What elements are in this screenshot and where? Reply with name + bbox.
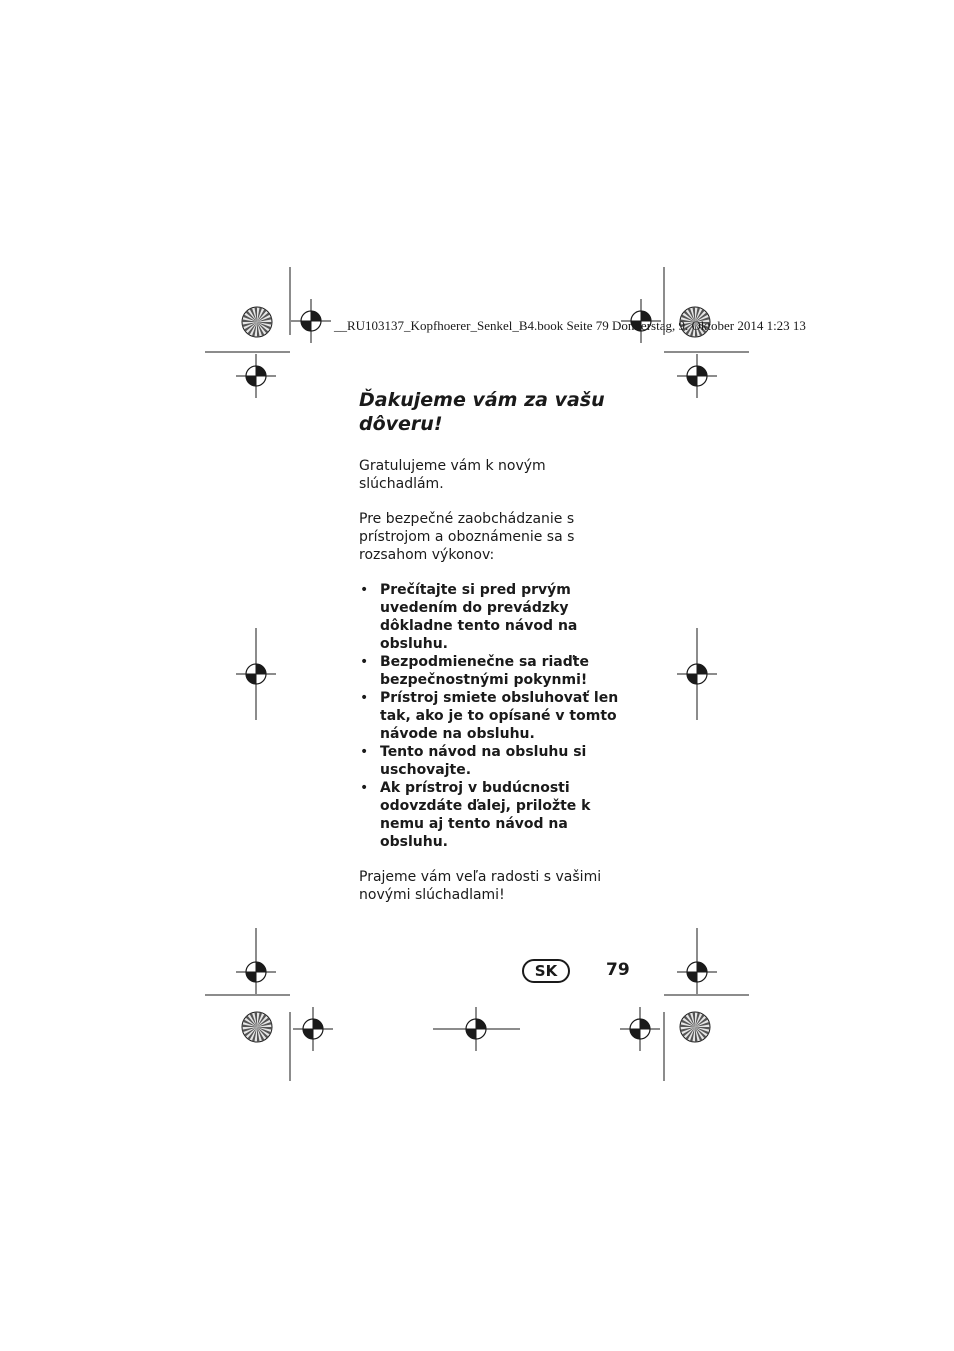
color-starburst-icon	[242, 307, 272, 337]
list-item: • Prečítajte si pred prvým uvedením do prevádzky dôkladne tento návod na obsluhu.	[360, 582, 578, 652]
bullet-icon: •	[360, 654, 369, 670]
safety-intro-paragraph: Pre bezpečné zaobchádzanie s prístrojom a oboznámenie sa s rozsahom výkonov:	[359, 511, 575, 563]
page-title: Ďakujeme vám za vašu dôveru!	[359, 389, 605, 435]
print-slug-line: __RU103137_Kopfhoerer_Senkel_B4.book Seite 79 Donnerstag, 9. Oktober 2014 1:23 13	[334, 318, 806, 333]
registration-target-icon	[620, 1007, 660, 1051]
registration-target-icon	[677, 950, 717, 994]
list-item: • Ak prístroj v budúcnosti odovzdáte ďalej, priložte k nemu aj tento návod na obsluhu.	[360, 780, 591, 850]
bullet-icon: •	[360, 744, 369, 760]
page-number: 79	[606, 960, 630, 980]
bullet-icon: •	[360, 690, 369, 706]
bullet-icon: •	[360, 582, 369, 598]
registration-target-icon	[236, 950, 276, 994]
intro-paragraph: Gratulujeme vám k novým slúchadlám.	[359, 458, 546, 492]
color-starburst-icon	[242, 1012, 272, 1042]
registration-target-icon	[236, 354, 276, 398]
registration-target-icon	[291, 299, 331, 343]
list-item: • Tento návod na obsluhu si uschovajte.	[360, 744, 587, 778]
registration-target-icon	[293, 1007, 333, 1051]
page-content	[359, 388, 631, 921]
registration-target-icon	[677, 354, 717, 398]
instruction-list	[359, 581, 631, 851]
color-starburst-icon	[680, 1012, 710, 1042]
language-badge: SK	[522, 959, 570, 983]
slug-masked-text: onnerstag, 9.	[621, 318, 692, 333]
closing-paragraph: Prajeme vám veľa radosti s vašimi novými slúchadlami!	[359, 869, 602, 903]
bullet-icon: •	[360, 780, 369, 796]
list-item: • Bezpodmienečne sa riaďte bezpečnostnými pokynmi!	[360, 654, 589, 688]
list-item: • Prístroj smiete obsluhovať len tak, ako je to opísané v tomto návode na obsluhu.	[360, 690, 619, 742]
